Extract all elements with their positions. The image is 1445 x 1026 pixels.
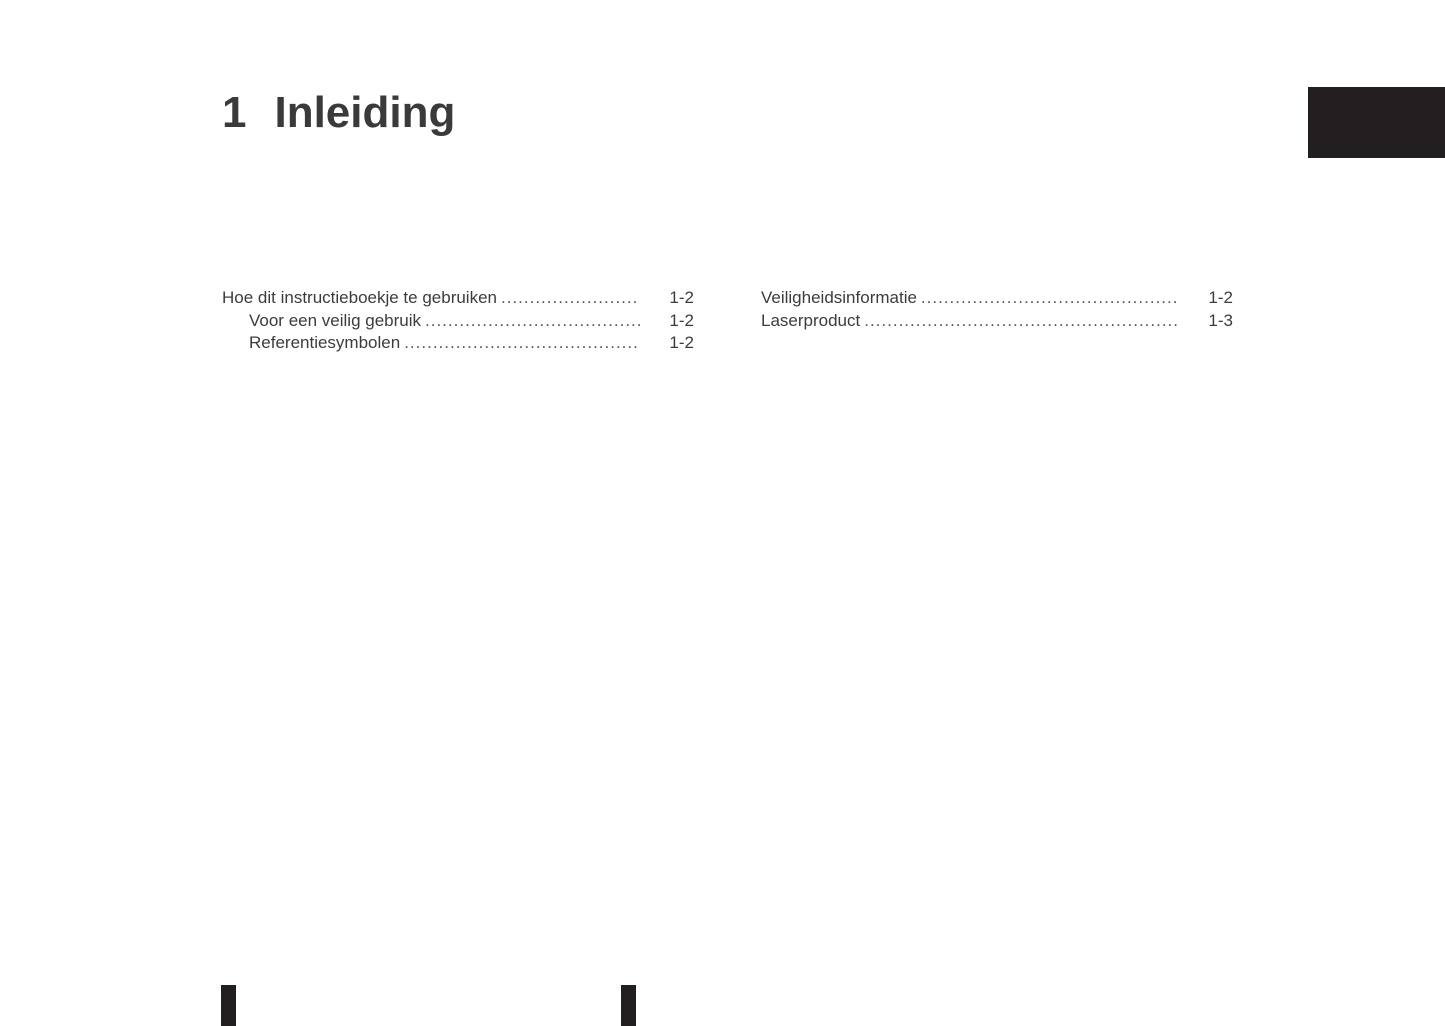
toc-entry[interactable]: [222, 310, 694, 333]
toc-leader-dots: [921, 287, 1179, 310]
toc-leader-dots: [501, 287, 640, 310]
toc-entry-label: Voor een veilig gebruik: [249, 310, 422, 330]
toc-entry-page: 1-2: [669, 333, 694, 352]
toc-column-right: [761, 287, 1233, 332]
toc-entry-label: Hoe dit instructieboekje te gebruiken: [222, 288, 497, 307]
toc-entry-page: 1-3: [1208, 310, 1233, 330]
toc-entry-label: Laserproduct: [761, 310, 861, 330]
toc-entry-label: Referentiesymbolen: [249, 333, 401, 352]
toc-entry-page: 1-2: [669, 310, 694, 330]
chapter-title: [222, 86, 455, 140]
toc-entry-label: Veiligheidsinformatie: [761, 288, 917, 307]
crop-mark-left: [221, 985, 236, 1026]
toc-leader-dots: [425, 310, 640, 333]
chapter-tab-marker: [1308, 87, 1445, 158]
toc-entry[interactable]: [761, 287, 1233, 310]
toc-entry-page: 1-2: [1208, 288, 1233, 307]
crop-mark-right: [621, 985, 636, 1026]
toc-entry[interactable]: [222, 287, 694, 310]
toc-leader-dots: [404, 332, 640, 355]
toc-leader-dots: [864, 310, 1179, 333]
toc-entry[interactable]: [761, 310, 1233, 333]
toc-entry-page: 1-2: [669, 288, 694, 307]
chapter-name: Inleiding: [274, 88, 456, 137]
toc-column-left: [222, 287, 694, 355]
chapter-number: 1: [222, 88, 247, 137]
toc-entry[interactable]: [222, 332, 694, 355]
